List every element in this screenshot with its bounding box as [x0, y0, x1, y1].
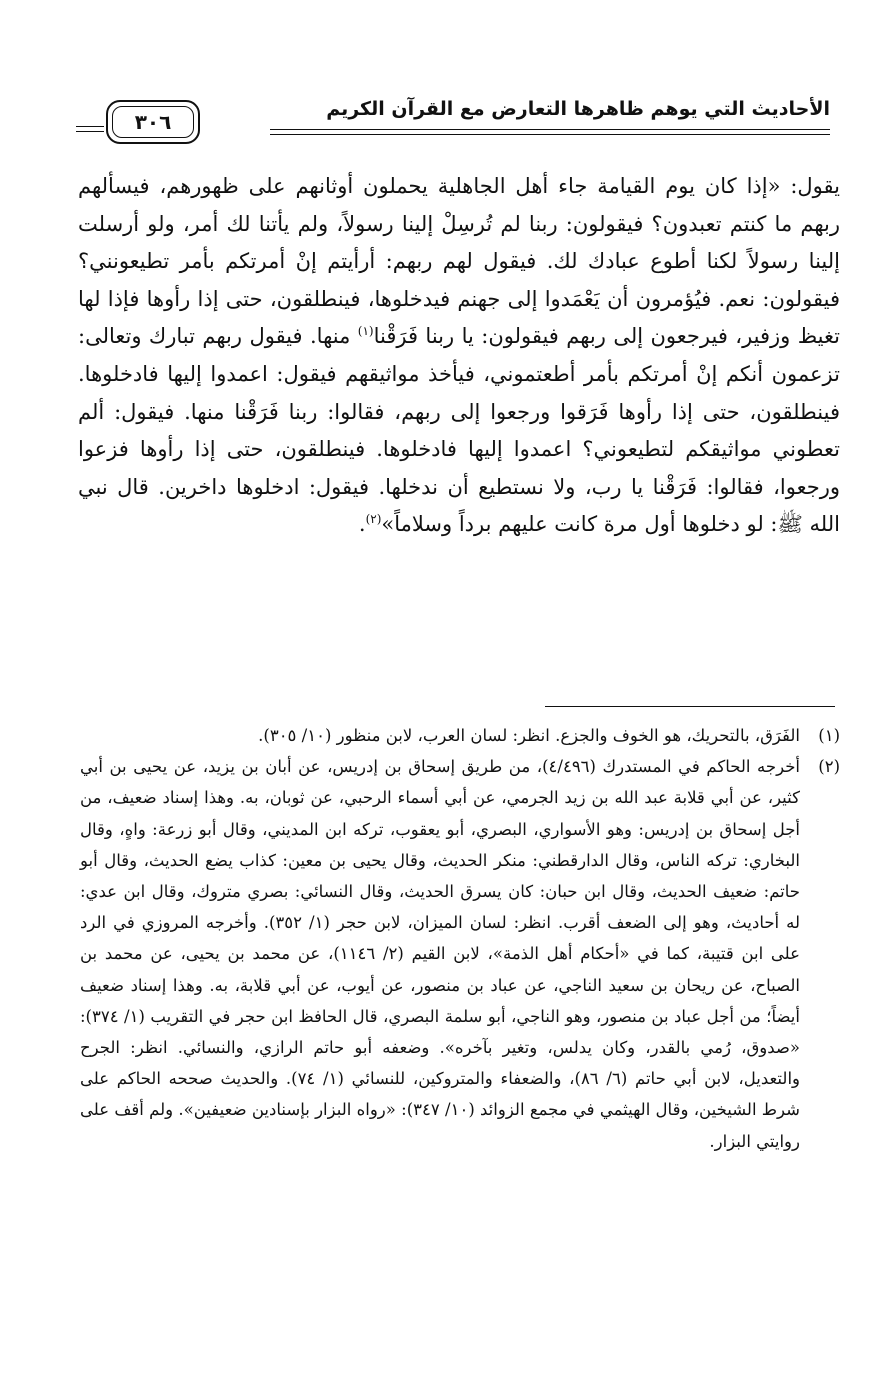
main-text	[78, 168, 840, 544]
hadith-text-end: .	[358, 512, 366, 537]
footnote-text: أخرجه الحاكم في المستدرك (٤/٤٩٦)، من طريق إسحاق بن إدريس، عن أبان بن يزيد، عن يحيى بن أبي كثير، عن أبي قلابة عبد الله بن زيد الجرمي، عن أبي أسماء الرحبي، عن ثوبان، به. وهذا إسناد ضعيف، من أجل إسحاق بن إدريس: وهو الأسواري، البصري، أبو يعقوب، تركه ابن المديني، وقال أبو زرعة: واهٍ، وقال البخاري: تركه الناس، وقال الدارقطني: منكر الحديث، وقال يحيى بن معين: كذاب يضع الحديث، وقال أبو حاتم: ضعيف الحديث، وقال ابن حبان: كان يسرق الحديث، وقال النسائي: بصري متروك، وقال ابن عدي: له أحاديث، وهو إلى الضعف أقرب. انظر: لسان الميزان، لابن حجر (١/ ٣٥٢). وأخرجه المروزي في الرد على ابن قتيبة، كما في «أحكام أهل الذمة»، لابن القيم (٢/ ١١٤٦)، عن محمد بن يحيى، عن محمد بن الصباح، عن ريحان بن سعيد الناجي، عن عباد بن منصور، عن أيوب، عن أبي قلابة، به. وهذا إسناد ضعيف أيضاً؛ من أجل عباد بن منصور، وهو الناجي، أبو سلمة البصري، قال الحافظ ابن حجر في التقريب (١/ ٣٧٤): «صدوق، رُمي بالقدر، وكان يدلس، وتغير بآخره». وضعفه أبو حاتم الرازي، والنسائي. انظر: الجرح والتعديل، لابن أبي حاتم (٦/ ٨٦)، والضعفاء والمتروكين، للنسائي (١/ ٧٤). والحديث صححه الحاكم على شرط الشيخين، وقال الهيثمي في مجمع الزوائد (١٠/ ٣٤٧): «رواه البزار بإسنادين ضعيفين». ولم أقف على روايتي البزار.	[80, 757, 801, 1151]
header-rule	[270, 134, 830, 135]
hadith-text: يقول: «إذا كان يوم القيامة جاء أهل الجاهلية يحملون أوثانهم على ظهورهم، فيسألهم ربهم ما كنتم تعبدون؟ فيقولون: ربنا لم تُرسِلْ إلينا رسولاً، ولم يأتنا لك أمر، ولو أرسلت إلينا رسولاً لكنا أطوع عبادك لك. فيقول لهم ربهم: أرأيتم إنْ أمرتكم بأمر تطيعونني؟ فيقولون: نعم. فيُؤمرون أن يَعْمَدوا إلى جهنم فيدخلوها، فينطلقون، حتى إذا رأوها فإذا لها تغيظ وزفير، فيرجعون إلى ربهم فيقولون: يا ربنا فَرَقْنا	[78, 174, 840, 349]
footnote-number: (١)	[818, 726, 840, 745]
footnotes	[80, 720, 840, 1157]
footnote-ref: (١)	[357, 324, 374, 339]
footnote-separator	[545, 706, 835, 707]
header-rule	[270, 129, 830, 130]
running-title: الأحاديث التي يوهم ظاهرها التعارض مع القرآن الكريم	[326, 98, 830, 120]
footnote-number: (٢)	[818, 757, 840, 777]
footnote-ref: (٢)	[365, 512, 382, 527]
page-header	[90, 94, 830, 148]
header-left-rule	[76, 131, 104, 132]
footnote-text: الفَرَق، بالتحريك، هو الخوف والجزع. انظر: لسان العرب، لابن منظور (١٠/ ٣٠٥).	[258, 726, 800, 745]
header-left-rule	[76, 126, 104, 127]
page-number: ٣٠٦	[112, 106, 194, 138]
footnote-2	[80, 751, 840, 1157]
hadith-text-continued: منها. فيقول ربهم تبارك وتعالى: تزعمون أنكم إنْ أمرتكم بأمر أطعتموني، فيأخذ مواثيقهم فيقول: اعمدوا إليها فادخلوها. فينطلقون، حتى إذا رأوها فَرَقوا ورجعوا إلى ربهم، فقالوا: ربنا فَرَقْنا منها. فيقول: ألم تعطوني مواثيقكم لتطيعوني؟ اعمدوا إليها فادخلوها. فينطلقون، حتى إذا رأوها فزعوا ورجعوا، فقالوا: فَرَقْنا يا رب، ولا نستطيع أن ندخلها. فيقول: ادخلوها داخرين. قال نبي الله ﷺ: لو دخلوها أول مرة كانت عليهم برداً وسلاماً»	[78, 324, 840, 537]
footnote-1	[80, 720, 840, 751]
page-number-frame	[106, 100, 200, 144]
